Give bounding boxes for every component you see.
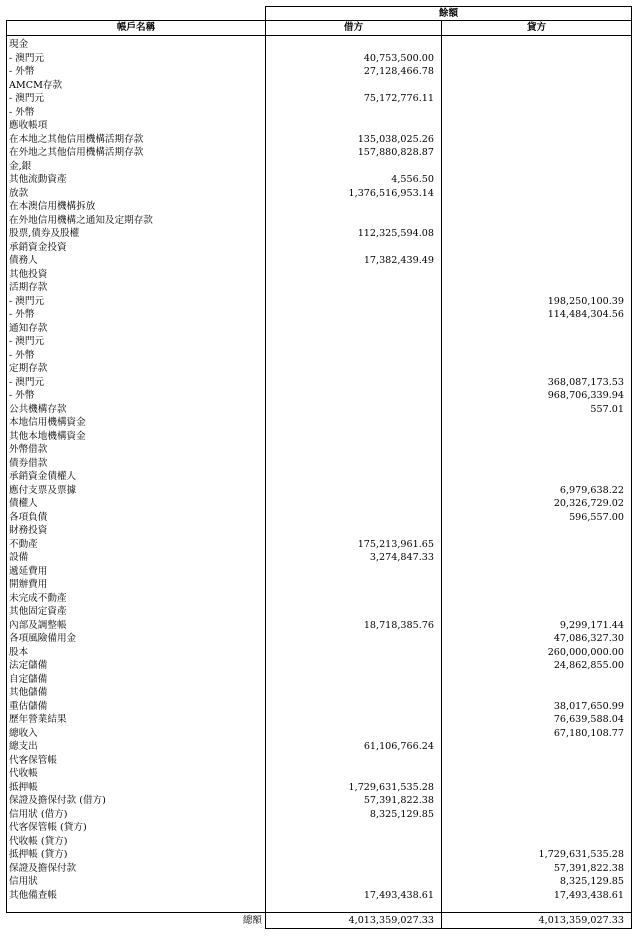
credit-cell	[442, 227, 632, 241]
debit-cell	[266, 578, 442, 592]
debit-cell	[266, 686, 442, 700]
credit-cell: 1,729,631,535.28	[442, 848, 632, 862]
account-name-cell: 遞延費用	[7, 565, 266, 579]
account-name-cell: 各項風險備用金	[7, 632, 266, 646]
credit-cell	[442, 349, 632, 363]
account-name-cell: 其他本地機構資金	[7, 430, 266, 444]
credit-cell: 47,086,327.30	[442, 632, 632, 646]
account-name-cell: 法定儲備	[7, 659, 266, 673]
total-debit: 4,013,359,027.33	[266, 913, 442, 929]
debit-cell	[266, 592, 442, 606]
table-row	[7, 497, 632, 511]
account-name-cell: 放款	[7, 187, 266, 201]
credit-cell	[442, 65, 632, 79]
account-name-cell: 在外地之其他信用機構活期存款	[7, 146, 266, 160]
account-name-cell: 其他儲備	[7, 686, 266, 700]
account-name-cell: - 澳門元	[7, 295, 266, 309]
table-row	[7, 322, 632, 336]
account-name-cell: 重估儲備	[7, 700, 266, 714]
debit-cell	[266, 214, 442, 228]
credit-cell	[442, 767, 632, 781]
credit-cell: 9,299,171.44	[442, 619, 632, 633]
account-name-cell: 本地信用機構資金	[7, 416, 266, 430]
account-name-cell: 歷年營業結果	[7, 713, 266, 727]
credit-cell: 8,325,129.85	[442, 875, 632, 889]
account-name-cell: 代客保管帳	[7, 754, 266, 768]
credit-cell	[442, 551, 632, 565]
credit-cell	[442, 79, 632, 93]
credit-cell	[442, 416, 632, 430]
account-name-cell: 通知存款	[7, 322, 266, 336]
account-name-cell: 各項負債	[7, 511, 266, 525]
credit-cell: 368,087,173.53	[442, 376, 632, 390]
debit-cell	[266, 524, 442, 538]
balance-sheet	[6, 6, 631, 942]
debit-cell	[266, 430, 442, 444]
credit-cell: 968,706,339.94	[442, 389, 632, 403]
debit-cell	[266, 700, 442, 714]
account-name-cell: 代客保管帳 (貸方)	[7, 821, 266, 835]
table-row	[7, 781, 632, 795]
account-name-cell: 信用狀	[7, 875, 266, 889]
debit-cell	[266, 848, 442, 862]
table-row	[7, 740, 632, 754]
account-name-cell: 其他投資	[7, 268, 266, 282]
debit-cell	[266, 875, 442, 889]
account-name-cell: 定期存款	[7, 362, 266, 376]
credit-cell	[442, 173, 632, 187]
table-row	[7, 538, 632, 552]
table-row	[7, 403, 632, 417]
account-name-cell: 現金	[7, 36, 266, 52]
credit-cell: 67,180,108.77	[442, 727, 632, 741]
account-name-cell: 代收帳	[7, 767, 266, 781]
credit-cell: 57,391,822.38	[442, 862, 632, 876]
account-name-cell: - 外幣	[7, 349, 266, 363]
account-name-cell: 內部及調整帳	[7, 619, 266, 633]
account-name-cell: 總收入	[7, 727, 266, 741]
credit-cell	[442, 457, 632, 471]
debit-cell	[266, 470, 442, 484]
credit-header: 貸方	[442, 21, 632, 36]
table-row	[7, 416, 632, 430]
table-row	[7, 470, 632, 484]
credit-cell: 38,017,650.99	[442, 700, 632, 714]
table-row	[7, 673, 632, 687]
table-row	[7, 119, 632, 133]
credit-cell: 260,000,000.00	[442, 646, 632, 660]
debit-cell	[266, 362, 442, 376]
account-name-cell: - 澳門元	[7, 376, 266, 390]
table-body	[7, 36, 632, 913]
debit-cell	[266, 322, 442, 336]
credit-cell	[442, 362, 632, 376]
table-row	[7, 646, 632, 660]
debit-cell	[266, 713, 442, 727]
account-name-cell: 其他固定資產	[7, 605, 266, 619]
table-row	[7, 443, 632, 457]
debit-cell	[266, 241, 442, 255]
credit-cell	[442, 146, 632, 160]
account-name-cell: 代收帳 (貸方)	[7, 835, 266, 849]
credit-cell	[442, 754, 632, 768]
table-row	[7, 700, 632, 714]
account-name-cell: 在外地信用機構之通知及定期存款	[7, 214, 266, 228]
account-name-cell: - 外幣	[7, 308, 266, 322]
credit-cell	[442, 241, 632, 255]
table-row	[7, 241, 632, 255]
table-row	[7, 146, 632, 160]
account-name-cell: 承銷資金債權人	[7, 470, 266, 484]
table-row	[7, 578, 632, 592]
debit-header: 借方	[266, 21, 442, 36]
account-name-cell: 其他備查帳	[7, 889, 266, 903]
account-name-cell: 債權人	[7, 497, 266, 511]
table-row	[7, 659, 632, 673]
account-name-cell: 股票,債券及股權	[7, 227, 266, 241]
table-row	[7, 713, 632, 727]
account-name-cell: 保證及擔保付款 (借方)	[7, 794, 266, 808]
table-row	[7, 484, 632, 498]
debit-cell: 75,172,776.11	[266, 92, 442, 106]
debit-cell	[266, 79, 442, 93]
spacer-cell	[266, 902, 442, 913]
table-row	[7, 686, 632, 700]
credit-cell	[442, 36, 632, 52]
credit-cell	[442, 835, 632, 849]
credit-cell	[442, 92, 632, 106]
debit-cell: 8,325,129.85	[266, 808, 442, 822]
table-row	[7, 808, 632, 822]
credit-cell: 198,250,100.39	[442, 295, 632, 309]
debit-cell	[266, 632, 442, 646]
debit-cell	[266, 484, 442, 498]
debit-cell	[266, 106, 442, 120]
credit-cell	[442, 592, 632, 606]
credit-cell	[442, 322, 632, 336]
account-name-cell: 在本澳信用機構拆放	[7, 200, 266, 214]
credit-cell	[442, 808, 632, 822]
table-row	[7, 376, 632, 390]
debit-cell	[266, 36, 442, 52]
debit-cell	[266, 754, 442, 768]
account-name-cell: 債務人	[7, 254, 266, 268]
table-row	[7, 511, 632, 525]
table-row	[7, 335, 632, 349]
debit-cell: 40,753,500.00	[266, 52, 442, 66]
table-row	[7, 754, 632, 768]
credit-cell	[442, 281, 632, 295]
credit-cell: 24,862,855.00	[442, 659, 632, 673]
table-row	[7, 268, 632, 282]
debit-cell: 4,556.50	[266, 173, 442, 187]
debit-cell	[266, 295, 442, 309]
table-row	[7, 551, 632, 565]
account-name-cell: - 外幣	[7, 389, 266, 403]
debit-cell	[266, 160, 442, 174]
debit-cell: 3,274,847.33	[266, 551, 442, 565]
debit-cell	[266, 119, 442, 133]
credit-cell	[442, 254, 632, 268]
debit-cell	[266, 349, 442, 363]
credit-cell: 6,979,638.22	[442, 484, 632, 498]
account-name-cell: 開辦費用	[7, 578, 266, 592]
debit-cell	[266, 200, 442, 214]
debit-cell	[266, 727, 442, 741]
debit-cell	[266, 767, 442, 781]
debit-cell: 175,213,961.65	[266, 538, 442, 552]
table-row	[7, 133, 632, 147]
total-row	[7, 913, 632, 929]
account-name-cell: 活期存款	[7, 281, 266, 295]
credit-cell	[442, 565, 632, 579]
table-row	[7, 794, 632, 808]
table-row	[7, 362, 632, 376]
credit-cell	[442, 133, 632, 147]
table-row	[7, 214, 632, 228]
table-row	[7, 727, 632, 741]
table-row	[7, 862, 632, 876]
spacer-cell	[442, 902, 632, 913]
account-name-cell: 應付支票及票據	[7, 484, 266, 498]
account-name-cell: - 澳門元	[7, 52, 266, 66]
debit-cell	[266, 457, 442, 471]
credit-cell	[442, 686, 632, 700]
account-name-cell: 未完成不動產	[7, 592, 266, 606]
credit-cell	[442, 187, 632, 201]
table-row	[7, 52, 632, 66]
table-row	[7, 281, 632, 295]
credit-cell	[442, 335, 632, 349]
credit-cell	[442, 214, 632, 228]
account-name-cell: 自定儲備	[7, 673, 266, 687]
credit-cell	[442, 605, 632, 619]
debit-cell	[266, 281, 442, 295]
account-name-cell: 其他流動資產	[7, 173, 266, 187]
account-name-cell: 承銷資金投資	[7, 241, 266, 255]
table-row	[7, 254, 632, 268]
debit-cell: 57,391,822.38	[266, 794, 442, 808]
table-row	[7, 430, 632, 444]
debit-cell: 17,493,438.61	[266, 889, 442, 903]
debit-cell: 112,325,594.08	[266, 227, 442, 241]
account-name-cell: 債券借款	[7, 457, 266, 471]
spacer-cell	[7, 902, 266, 913]
table-row	[7, 524, 632, 538]
table-row	[7, 308, 632, 322]
table-row	[7, 389, 632, 403]
credit-cell: 114,484,304.56	[442, 308, 632, 322]
account-name-cell: 應收帳項	[7, 119, 266, 133]
debit-cell: 18,718,385.76	[266, 619, 442, 633]
debit-cell	[266, 416, 442, 430]
account-name-cell: - 外幣	[7, 65, 266, 79]
account-name-cell: 信用狀 (借方)	[7, 808, 266, 822]
debit-cell	[266, 673, 442, 687]
debit-cell	[266, 835, 442, 849]
account-name-cell: 保證及擔保付款	[7, 862, 266, 876]
table-row	[7, 200, 632, 214]
credit-cell	[442, 740, 632, 754]
debit-cell	[266, 862, 442, 876]
credit-cell: 20,326,729.02	[442, 497, 632, 511]
table-row	[7, 227, 632, 241]
debit-cell: 1,376,516,953.14	[266, 187, 442, 201]
debit-cell	[266, 335, 442, 349]
debit-cell	[266, 565, 442, 579]
debit-cell	[266, 497, 442, 511]
table-row	[7, 187, 632, 201]
table-row	[7, 632, 632, 646]
debit-cell	[266, 821, 442, 835]
account-balance-table	[6, 6, 632, 929]
table-row	[7, 65, 632, 79]
account-name-cell: 金,銀	[7, 160, 266, 174]
table-row	[7, 79, 632, 93]
table-row	[7, 619, 632, 633]
credit-cell	[442, 821, 632, 835]
account-name-cell: 抵押帳 (貸方)	[7, 848, 266, 862]
account-name-cell: AMCM存款	[7, 79, 266, 93]
debit-cell	[266, 268, 442, 282]
balance-header: 餘額	[266, 7, 632, 21]
debit-cell: 1,729,631,535.28	[266, 781, 442, 795]
debit-cell: 27,128,466.78	[266, 65, 442, 79]
credit-cell: 557.01	[442, 403, 632, 417]
credit-cell	[442, 430, 632, 444]
table-row	[7, 457, 632, 471]
table-row	[7, 821, 632, 835]
credit-cell	[442, 794, 632, 808]
debit-cell: 17,382,439.49	[266, 254, 442, 268]
table-row	[7, 848, 632, 862]
table-row	[7, 835, 632, 849]
debit-cell	[266, 511, 442, 525]
credit-cell	[442, 578, 632, 592]
spacer-row	[7, 902, 632, 913]
table-row	[7, 565, 632, 579]
account-name-cell: - 外幣	[7, 106, 266, 120]
table-row	[7, 889, 632, 903]
account-name-cell: 總支出	[7, 740, 266, 754]
credit-cell	[442, 268, 632, 282]
credit-cell	[442, 781, 632, 795]
account-name-cell: - 澳門元	[7, 335, 266, 349]
account-name-header: 帳戶名稱	[7, 21, 266, 36]
account-name-cell: 公共機構存款	[7, 403, 266, 417]
table-row	[7, 767, 632, 781]
account-name-cell: 股本	[7, 646, 266, 660]
credit-cell	[442, 106, 632, 120]
account-name-cell: 不動產	[7, 538, 266, 552]
debit-cell	[266, 659, 442, 673]
table-row	[7, 160, 632, 174]
credit-cell	[442, 470, 632, 484]
debit-cell	[266, 376, 442, 390]
debit-cell	[266, 389, 442, 403]
credit-cell	[442, 119, 632, 133]
debit-cell: 157,880,828.87	[266, 146, 442, 160]
credit-cell	[442, 52, 632, 66]
total-credit: 4,013,359,027.33	[442, 913, 632, 929]
account-name-cell: 在本地之其他信用機構活期存款	[7, 133, 266, 147]
debit-cell	[266, 403, 442, 417]
credit-cell	[442, 160, 632, 174]
table-row	[7, 592, 632, 606]
credit-cell: 17,493,438.61	[442, 889, 632, 903]
table-row	[7, 349, 632, 363]
debit-cell	[266, 605, 442, 619]
account-name-cell: 財務投資	[7, 524, 266, 538]
account-name-cell: 設備	[7, 551, 266, 565]
debit-cell	[266, 308, 442, 322]
credit-cell	[442, 443, 632, 457]
table-row	[7, 36, 632, 52]
debit-cell	[266, 646, 442, 660]
account-name-cell: - 澳門元	[7, 92, 266, 106]
table-row	[7, 106, 632, 120]
credit-cell: 596,557.00	[442, 511, 632, 525]
table-row	[7, 295, 632, 309]
account-name-cell: 抵押帳	[7, 781, 266, 795]
table-row	[7, 605, 632, 619]
credit-cell	[442, 524, 632, 538]
table-row	[7, 92, 632, 106]
total-label: 總額	[7, 913, 266, 929]
credit-cell: 76,639,588.04	[442, 713, 632, 727]
credit-cell	[442, 200, 632, 214]
account-name-cell: 外幣借款	[7, 443, 266, 457]
table-row	[7, 875, 632, 889]
debit-cell: 135,038,025.26	[266, 133, 442, 147]
debit-cell	[266, 443, 442, 457]
table-row	[7, 173, 632, 187]
credit-cell	[442, 538, 632, 552]
credit-cell	[442, 673, 632, 687]
debit-cell: 61,106,766.24	[266, 740, 442, 754]
